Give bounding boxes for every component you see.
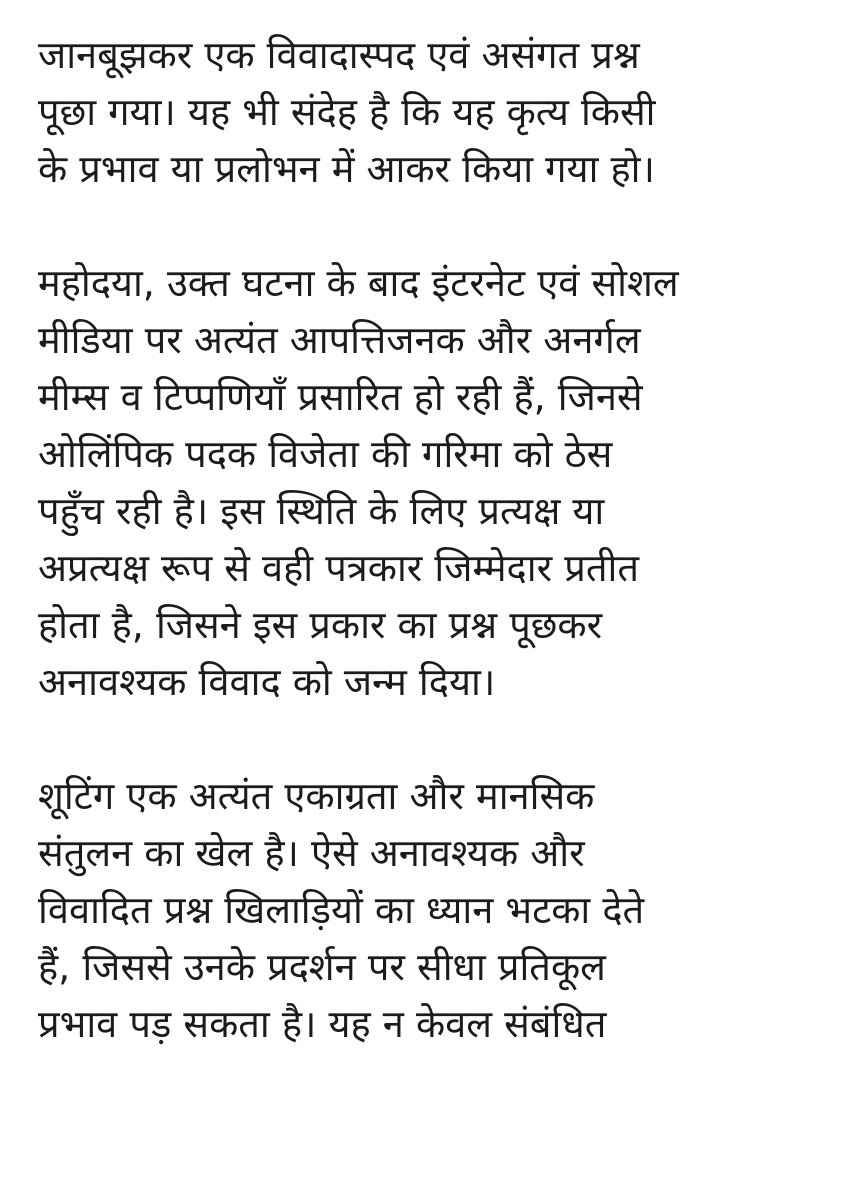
text-line: मीम्स व टिप्पणियाँ प्रसारित हो रही हैं, जिनसे <box>38 375 643 419</box>
text-line: के प्रभाव या प्रलोभन में आकर किया गया हो। <box>38 147 655 191</box>
paragraph-gap <box>38 711 838 768</box>
text-line: पहुँच रही है। इस स्थिति के लिए प्रत्यक्ष या <box>38 489 605 533</box>
text-line: अप्रत्यक्ष रूप से वही पत्रकार जिम्मेदार प्रतीत <box>38 546 639 590</box>
text-line: संतुलन का खेल है। ऐसे अनावश्यक और <box>38 831 585 875</box>
text-line: होता है, जिसने इस प्रकार का प्रश्न पूछकर <box>38 603 603 647</box>
paragraph-gap <box>38 198 838 255</box>
text-line: महोदया, उक्त घटना के बाद इंटरनेट एवं सोशल <box>38 261 679 305</box>
text-line: ओलिंपिक पदक विजेता की गरिमा को ठेस <box>38 432 613 476</box>
text-line: प्रभाव पड़ सकता है। यह न केवल संबंधित <box>38 1002 607 1046</box>
text-line: अनावश्यक विवाद को जन्म दिया। <box>38 660 496 704</box>
text-line: शूटिंग एक अत्यंत एकाग्रता और मानसिक <box>38 774 595 818</box>
text-line: जानबूझकर एक विवादास्पद एवं असंगत प्रश्न <box>38 33 640 77</box>
paragraph-3 <box>38 768 838 1053</box>
text-line: पूछा गया। यह भी संदेह है कि यह कृत्य किसी <box>38 90 656 134</box>
text-line: मीडिया पर अत्यंत आपत्तिजनक और अनर्गल <box>38 318 641 362</box>
text-line: हैं, जिससे उनके प्रदर्शन पर सीधा प्रतिकूल <box>38 945 606 989</box>
text-line: विवादित प्रश्न खिलाड़ियों का ध्यान भटका देते <box>38 888 645 932</box>
paragraph-1 <box>38 27 838 198</box>
document-body <box>38 0 838 1053</box>
paragraph-2 <box>38 255 838 711</box>
